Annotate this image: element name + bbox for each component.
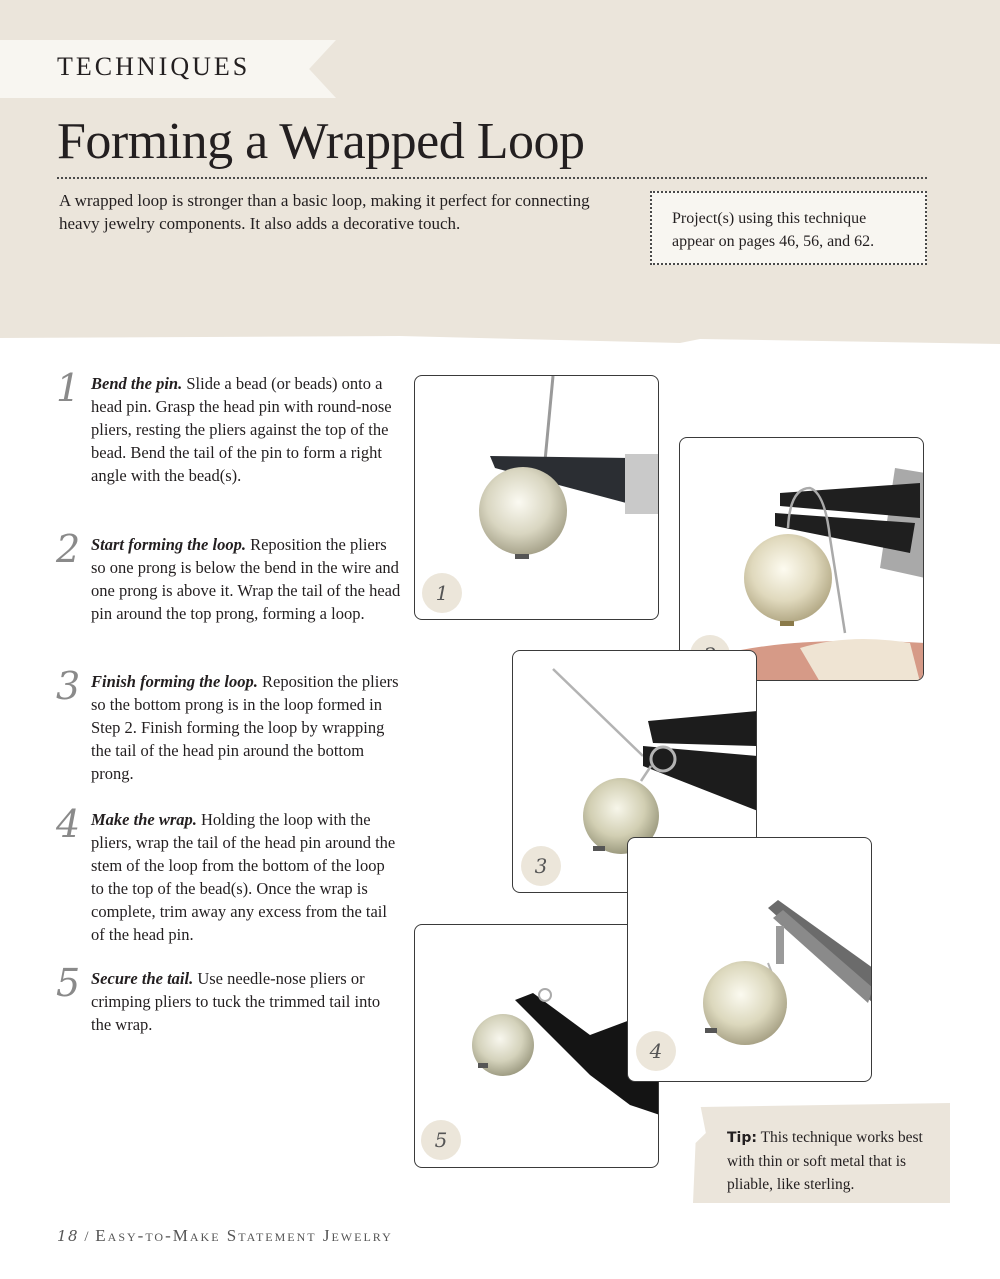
- step-3: [56, 664, 401, 785]
- step-1: [56, 366, 401, 487]
- photo-step-1: [414, 375, 659, 620]
- photo-step-4: [627, 837, 872, 1082]
- tip-body: This technique works best with thin or soft metal that is pliable, like sterling.: [727, 1129, 923, 1193]
- step-4: [56, 802, 401, 946]
- step-body: Slide a bead (or beads) onto a head pin. Grasp the head pin with round-nose pliers, resting the pliers against the top of the bead. Bend the tail of the pin to form a right angle with the bead(s).: [91, 374, 392, 485]
- step-body: Reposition the pliers so one prong is below the bend in the wire and one prong is above it. Wrap the tail of the head pin around the top prong, forming a loop.: [91, 535, 401, 623]
- step-text: [91, 372, 401, 487]
- tip-label: Tip:: [727, 1130, 757, 1146]
- step-number: 1: [56, 366, 81, 410]
- intro-paragraph: A wrapped loop is stronger than a basic loop, making it perfect for connecting heavy jewelry components. It also adds a decorative touch.: [59, 191, 590, 233]
- step-number: 4: [56, 802, 81, 846]
- step-number: 5: [56, 961, 81, 1005]
- step-2: [56, 527, 401, 625]
- step-number: 3: [56, 664, 81, 708]
- photo-step-5: [414, 924, 659, 1168]
- step-badge: 1: [422, 573, 462, 613]
- step-number: 2: [56, 527, 81, 571]
- step-lead: Secure the tail.: [91, 969, 194, 988]
- projects-note-line2: appear on pages 46, 56, and 62.: [672, 233, 875, 250]
- step-badge: 5: [421, 1120, 461, 1160]
- section-label: TECHNIQUES: [57, 52, 251, 81]
- step-text: [91, 967, 401, 1036]
- footer-separator: /: [79, 1229, 96, 1245]
- tip-text: [727, 1126, 937, 1196]
- step-text: [91, 808, 401, 946]
- page-number: 18: [57, 1227, 80, 1245]
- projects-note-line1: Project(s) using this technique: [672, 210, 867, 227]
- step-body: Holding the loop with the pliers, wrap the tail of the head pin around the stem of the loop from the bottom of the loop to the top of the bead(s). Once the wrap is complete, trim away any excess from the tail of the head pin.: [91, 810, 396, 944]
- step-badge: 4: [636, 1031, 676, 1071]
- book-title: Easy-to-Make Statement Jewelry: [95, 1226, 393, 1245]
- step-badge: 3: [521, 846, 561, 886]
- step-lead: Bend the pin.: [91, 374, 183, 393]
- photo-step-2: [679, 437, 924, 681]
- title-divider: [57, 177, 927, 179]
- projects-note: [650, 191, 927, 265]
- step-text: [91, 533, 401, 625]
- page-footer: [57, 1226, 393, 1246]
- step-5: [56, 961, 401, 1036]
- step-body: Use needle-nose pliers or crimping pliers to tuck the trimmed tail into the wrap.: [91, 969, 381, 1034]
- step-lead: Make the wrap.: [91, 810, 197, 829]
- page-title: Forming a Wrapped Loop: [57, 113, 585, 170]
- step-lead: Start forming the loop.: [91, 535, 246, 554]
- step-lead: Finish forming the loop.: [91, 672, 258, 691]
- step-body: Reposition the pliers so the bottom prong is in the loop formed in Step 2. Finish forming the loop by wrapping the tail of the head pin around the bottom prong.: [91, 672, 399, 783]
- step-text: [91, 670, 401, 785]
